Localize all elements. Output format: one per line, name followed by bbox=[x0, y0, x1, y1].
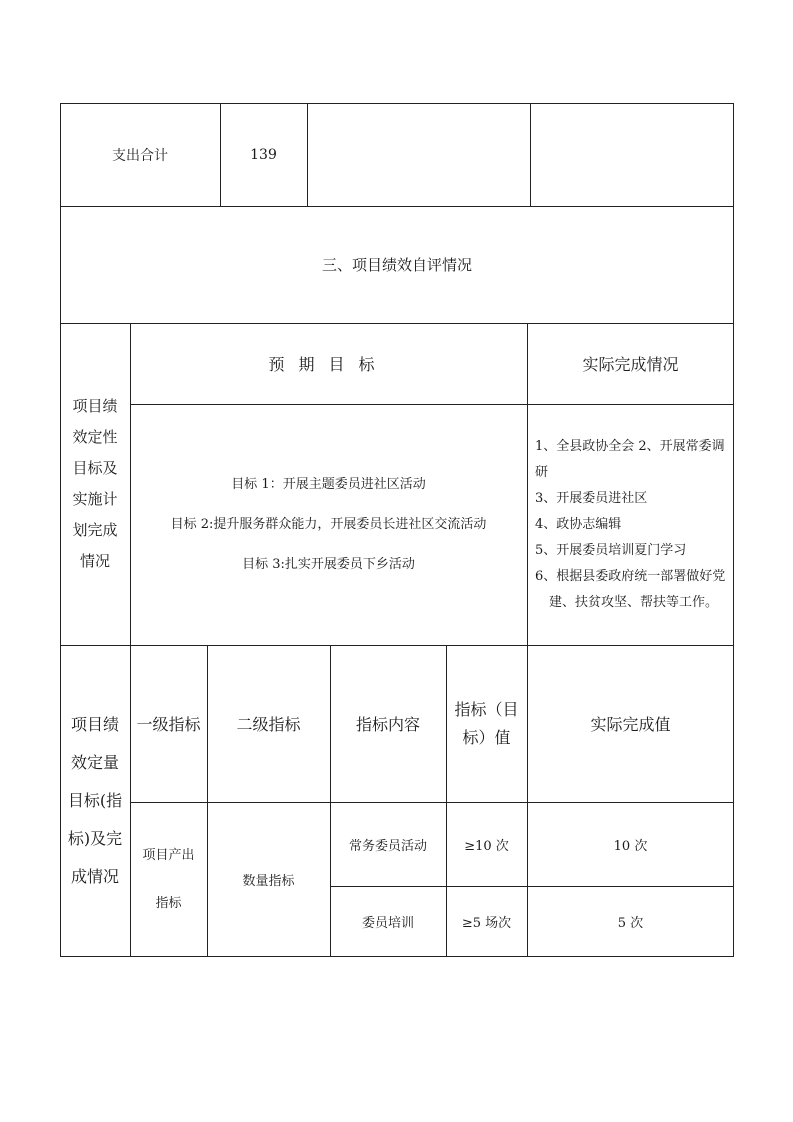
goal-item: 目标 1：开展主题委员进社区活动 bbox=[231, 476, 426, 492]
actual-item: 1、全县政协全会 2、开展常委调 bbox=[535, 438, 725, 454]
actual-item: 研 bbox=[535, 464, 549, 480]
indicator-content: 常务委员活动 bbox=[348, 838, 427, 854]
level1-line: 项目产出 bbox=[142, 847, 195, 863]
label-line: 标)及完 bbox=[67, 829, 123, 848]
label-line: 成情况 bbox=[70, 867, 119, 886]
header-target-line: 标）值 bbox=[462, 727, 511, 747]
indicator-target: ≥10 次 bbox=[464, 838, 509, 854]
indicator-content: 委员培训 bbox=[361, 916, 414, 931]
label-line: 效定性 bbox=[72, 428, 118, 446]
header-target-line: 指标（目 bbox=[454, 699, 519, 719]
actual-completion-header: 实际完成情况 bbox=[582, 355, 679, 374]
actual-completion-list bbox=[527, 404, 734, 645]
actual-item: 建、扶贫攻坚、帮扶等工作。 bbox=[549, 594, 719, 610]
level2-indicator-value: 数量指标 bbox=[242, 874, 295, 889]
actual-item: 4、政协志编辑 bbox=[535, 516, 622, 532]
goal-item: 目标 2:提升服务群众能力，开展委员长进社区交流活动 bbox=[170, 516, 487, 532]
quantitative-row-label bbox=[60, 645, 130, 957]
expense-total-amount: 139 bbox=[250, 146, 277, 163]
indicator-actual: 5 次 bbox=[617, 916, 644, 931]
expense-total-col4 bbox=[530, 103, 734, 206]
goal-item: 目标 3:扎实开展委员下乡活动 bbox=[242, 556, 415, 572]
expense-total-col3 bbox=[307, 103, 530, 206]
expense-total-label: 支出合计 bbox=[112, 147, 168, 164]
expected-goals-list bbox=[130, 404, 527, 645]
level1-line: 指标 bbox=[155, 895, 182, 911]
label-line: 效定量 bbox=[70, 753, 119, 772]
label-line: 实施计 bbox=[72, 490, 118, 508]
label-line: 项目绩 bbox=[72, 397, 118, 415]
indicator-target: ≥5 场次 bbox=[461, 916, 512, 931]
header-level1-indicator: 一级指标 bbox=[136, 715, 201, 734]
expected-goal-header: 预期目标 bbox=[268, 355, 389, 374]
actual-item: 6、根据县委政府统一部署做好党 bbox=[535, 568, 726, 584]
label-line: 目标及 bbox=[72, 459, 118, 477]
header-target-value bbox=[446, 645, 527, 802]
indicator-actual: 10 次 bbox=[613, 838, 648, 854]
header-level2-indicator: 二级指标 bbox=[236, 715, 301, 734]
section-title: 三、项目绩效自评情况 bbox=[321, 256, 472, 274]
level1-indicator-value bbox=[130, 802, 207, 957]
header-indicator-content: 指标内容 bbox=[355, 715, 420, 734]
label-line: 目标(指 bbox=[67, 791, 123, 810]
label-line: 划完成 bbox=[72, 521, 118, 539]
qualitative-row-label bbox=[60, 323, 130, 645]
header-actual-value: 实际完成值 bbox=[590, 715, 671, 734]
actual-item: 3、开展委员进社区 bbox=[535, 490, 648, 506]
label-line: 情况 bbox=[79, 552, 110, 570]
actual-item: 5、开展委员培训夏门学习 bbox=[535, 542, 687, 558]
label-line: 项目绩 bbox=[70, 715, 119, 734]
